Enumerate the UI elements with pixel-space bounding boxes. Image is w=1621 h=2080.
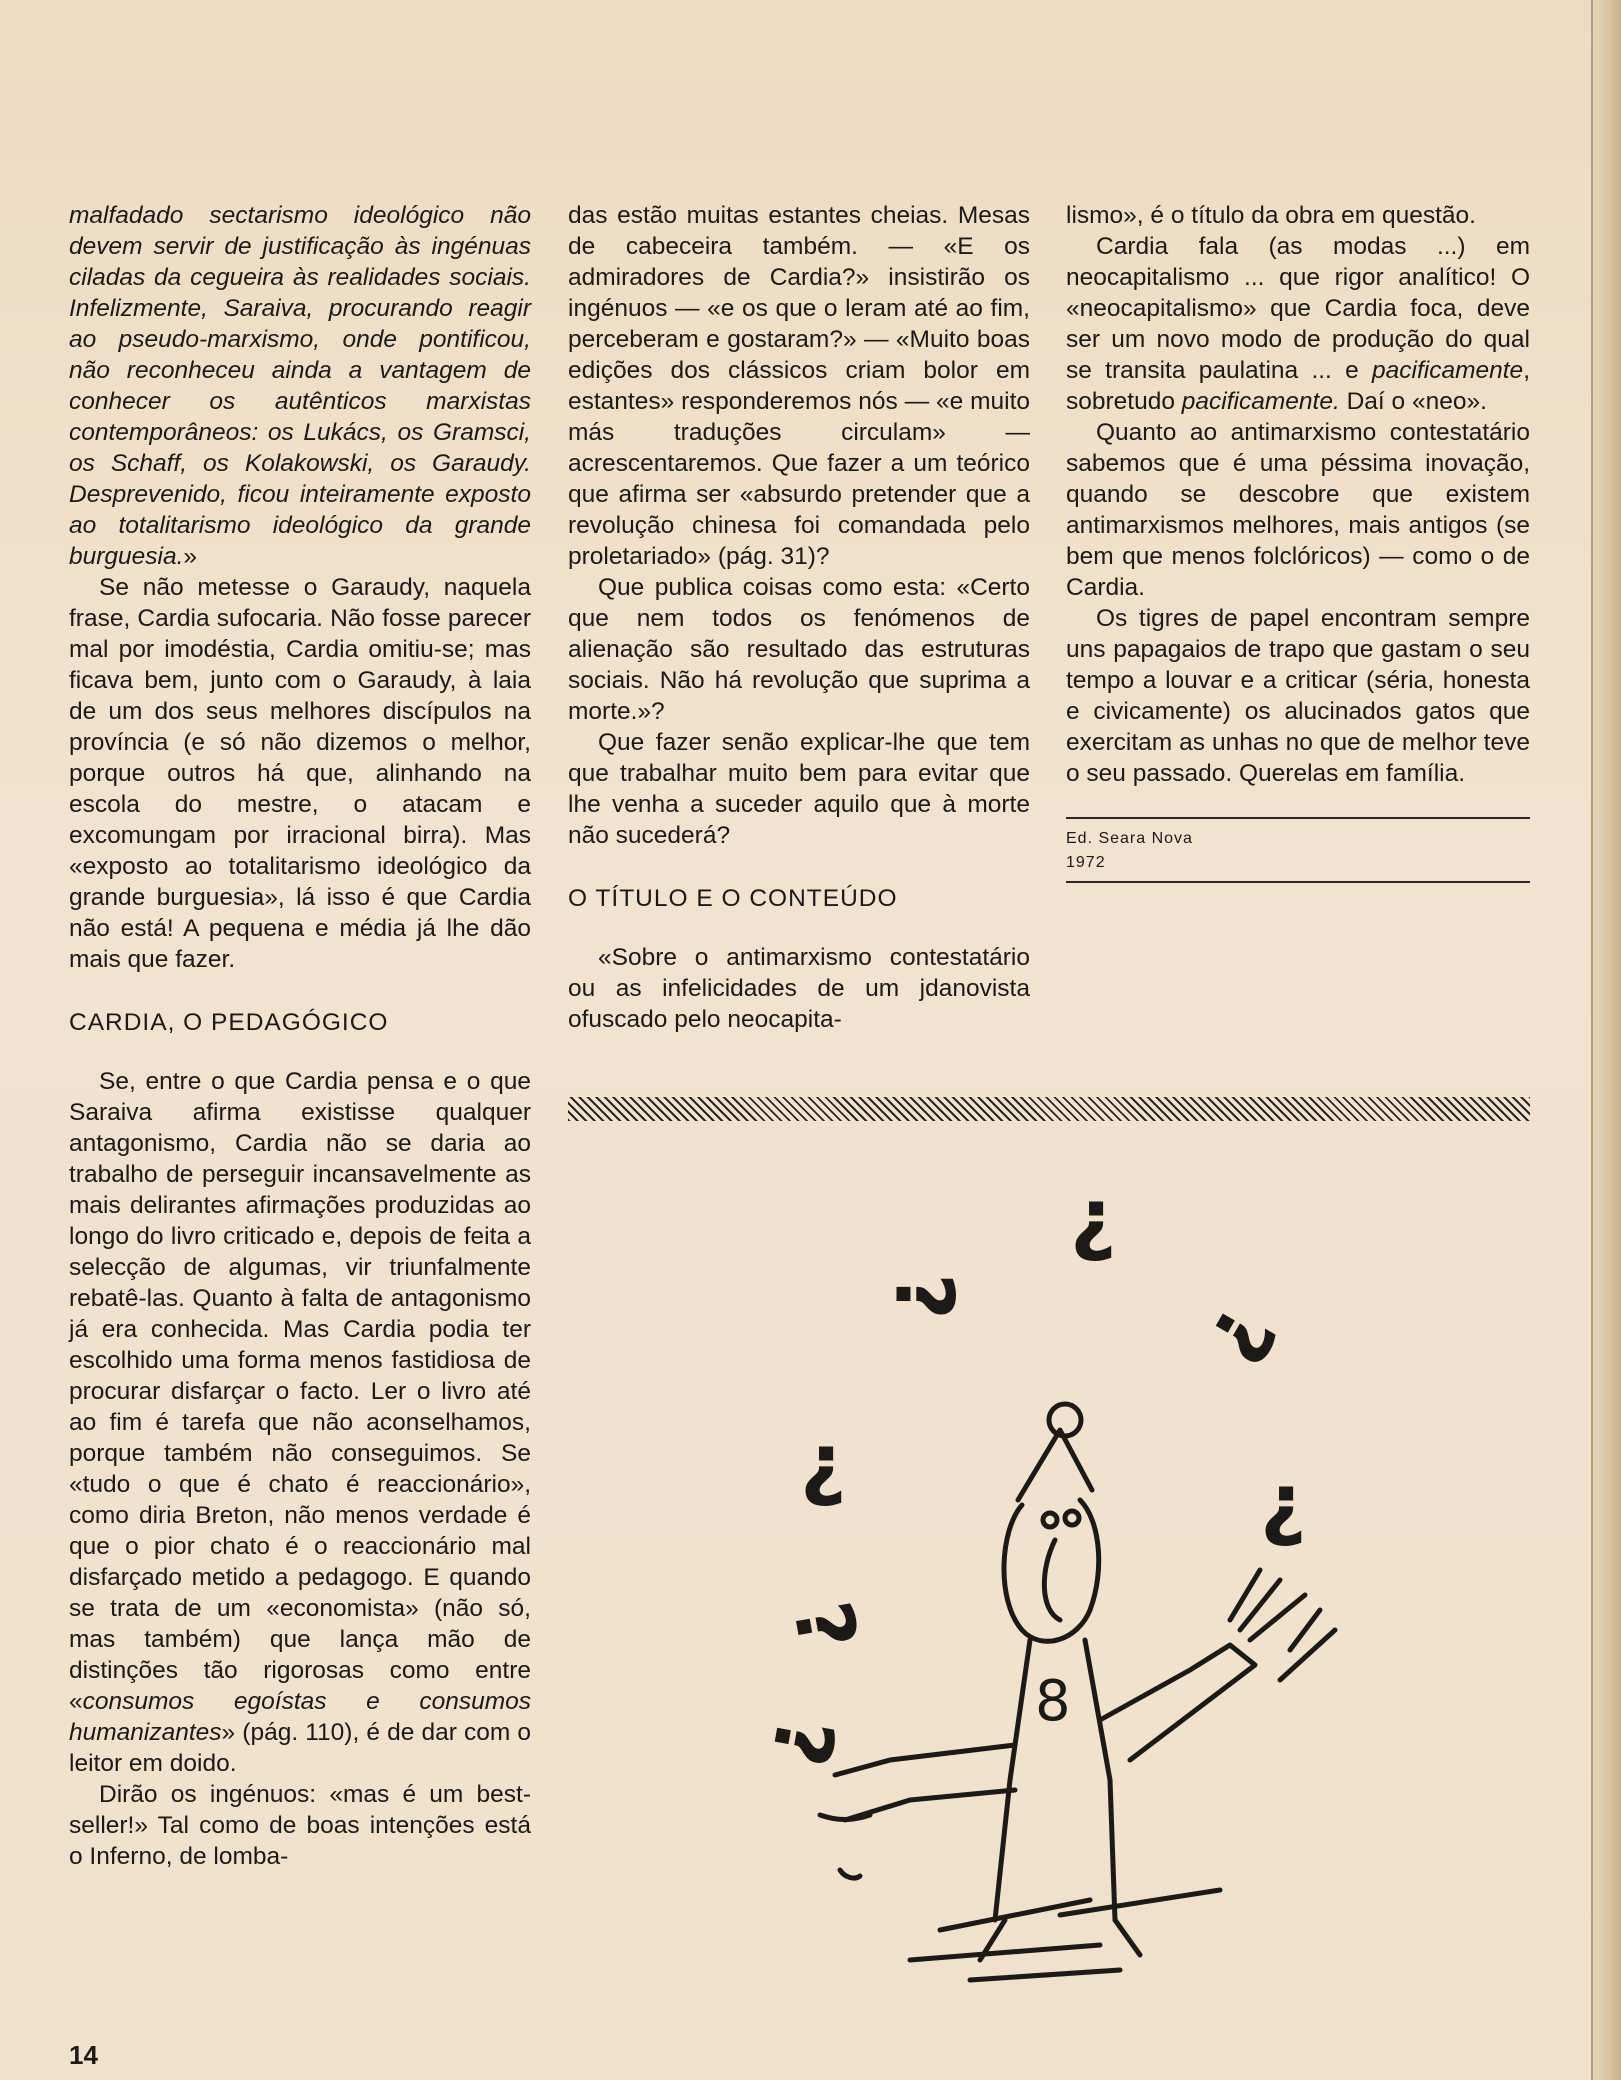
paragraph: Se não metesse o Garaudy, naquela frase, Cardia sufocaria. Não fosse parecer mal por imodéstia, Cardia omitiu-se; mas ficava bem, junto com o Garaudy, à laia de um dos seus melhores discípulos na província (e só não dizemos o melhor, porque outros há que, alinhando na escola do mestre, o atacam e excomungam por irracional birra). Mas «exposto ao totalitarismo ideológico da grande burguesia», lá isso é que Cardia não está! A pequena e média já lhe dão mais que fazer. xyxy=(69,574,531,973)
column-2 xyxy=(568,200,1030,1035)
juggler-head xyxy=(1004,1500,1099,1641)
italic-run: pacificamente. xyxy=(1181,388,1340,415)
section-heading-pedagogico: CARDIA, O PEDAGÓGICO xyxy=(69,1009,389,1036)
paragraph-quote-end xyxy=(69,200,531,572)
credit-rule-bottom xyxy=(1066,881,1530,883)
italic-run: pacificamente xyxy=(1372,357,1524,384)
paragraph: «Sobre o antimarxismo contestatário ou as infelicidades de um jdanovista ofuscado pelo neocapita- xyxy=(568,944,1030,1033)
question-mark-glyph: ¿ xyxy=(866,1273,959,1320)
italic-run: consumos egoístas e consumos humanizantes xyxy=(69,1688,531,1746)
juggler-body-right xyxy=(1085,1640,1115,1920)
juggler-nose xyxy=(1044,1540,1060,1620)
text-run: » (pág. 110), é de dar com o leitor em doido. xyxy=(69,1719,531,1777)
paragraph: Dirão os ingénuos: «mas é um best-seller!» Tal como de boas intenções está o Inferno, de lomba- xyxy=(69,1781,531,1870)
page-number: 14 xyxy=(69,2040,98,2070)
paragraph: lismo», é o título da obra em questão. xyxy=(1066,202,1476,229)
question-mark-glyph: ¿ xyxy=(1180,1286,1284,1374)
hat-pompom xyxy=(1049,1404,1081,1436)
juggler-body-left xyxy=(995,1640,1030,1920)
italic-quote: malfadado sectarismo ideológico não devem servir de justificação às ingénuas ciladas da cegueira às realidades sociais. Infelizmente, Saraiva, procurando reagir ao pseudo-marxismo, onde pontificou, não reconheceu ainda a vantagem de conhecer os autênticos marxistas contemporâneos: os Lukács, os Gramsci, os Schaff, os Kolakowski, os Garaudy. Desprevenido, ficou inteiramente exposto ao totalitarismo ideológico da grande burguesia. xyxy=(69,202,531,570)
column-1 xyxy=(69,200,531,1872)
question-mark-glyph: ¿ xyxy=(763,1597,864,1659)
question-mark-glyph: ¿ xyxy=(1070,1171,1117,1264)
juggler-arm-right xyxy=(1100,1645,1255,1760)
costume-number: 8 xyxy=(1035,1669,1071,1734)
juggler-eye-right xyxy=(1065,1511,1079,1525)
paragraph xyxy=(1066,231,1530,417)
juggler-hat xyxy=(1018,1430,1092,1500)
hatched-divider xyxy=(568,1097,1530,1121)
paragraph: Quanto ao antimarxismo contestatário sabemos que é uma péssima inovação, quando se descobre que existem antimarxismos melhores, mais antigos (se bem que menos folclóricos) — como o de Cardia. xyxy=(1066,419,1530,601)
text-run: Cardia fala (as modas ...) em neocapitalismo ... que rigor analítico! O «neocapitalismo» que Cardia foca, deve ser um novo modo de produção do qual se transita paulatina ... e xyxy=(1066,233,1530,384)
page-binding xyxy=(1591,0,1621,2080)
column-3 xyxy=(1066,200,1530,883)
publication-credit xyxy=(1066,827,1530,875)
paragraph xyxy=(69,1066,531,1779)
credit-year: 1972 xyxy=(1066,854,1106,871)
paragraph: Que publica coisas como esta: «Certo que nem todos os fenómenos de alienação são resultado das estruturas sociais. Não há revolução que suprima a morte.»? xyxy=(568,574,1030,725)
text-run: Daí o «neo». xyxy=(1339,388,1487,415)
text-run: Se, entre o que Cardia pensa e o que Saraiva afirma existisse qualquer antagonismo, Cardia não se daria ao trabalho de perseguir incansavelmente as mais delirantes afirmações produzidas ao longo do livro criticado e, depois de feita a selecção de algumas, vir triunfalmente rebatê-las. Quanto à falta de antagonismo já era conhecida. Mas Cardia podia ter escolhido uma forma menos fastidiosa de procurar disfarçar o facto. Ler o livro até ao fim é tarefa que não aconselhamos, porque também não conseguimos. Se «tudo o que é chato é reaccionário», como diria Breton, não menos verdade é que o pior chato é o reaccionário mal disfarçado metido a pedagogo. E quando se trata de um «economista» (não só, mas também) que lança mão de distinções tão rigorosas como entre « xyxy=(69,1068,531,1715)
juggler-eye-left xyxy=(1043,1513,1057,1527)
ground-lines xyxy=(910,1890,1220,1980)
question-mark-glyph: ¿ xyxy=(741,1709,842,1772)
quote-close: » xyxy=(183,543,198,570)
text-run: , sobretudo xyxy=(1066,357,1530,415)
section-heading-titulo: O TÍTULO E O CONTEÚDO xyxy=(568,885,898,912)
juggler-arm-left xyxy=(835,1745,1015,1775)
paragraph: das estão muitas estantes cheias. Mesas de cabeceira também. — «E os admiradores de Cardia?» insistirão os ingénuos — «e os que o leram até ao fim, perceberam e gostaram?» — «Muito boas edições dos clássicos criam bolor em estantes» responderemos nós — «e muito más traduções circulam» — acrescentaremos. Que fazer a um teórico que afirma ser «absurdo pretender que a revolução chinesa foi comandada pelo proletariado» (pág. 31)? xyxy=(568,202,1030,570)
credit-rule-top xyxy=(1066,817,1530,819)
paragraph: Os tigres de papel encontram sempre uns papagaios de trapo que gastam o seu tempo a louvar e a criticar (séria, honesta e civicamente) os alucinados gatos que exercitam as unhas no que de melhor teve o seu passado. Querelas em família. xyxy=(1066,605,1530,787)
question-mark-glyph: ¿ xyxy=(1260,1456,1307,1549)
paragraph: Que fazer senão explicar-lhe que tem que trabalhar muito bem para evitar que lhe venha a suceder aquilo que à morte não sucederá? xyxy=(568,729,1030,849)
juggler-illustration xyxy=(741,1171,1460,2000)
credit-publisher: Ed. Seara Nova xyxy=(1066,830,1193,847)
question-mark-glyph: ¿ xyxy=(800,1416,847,1509)
